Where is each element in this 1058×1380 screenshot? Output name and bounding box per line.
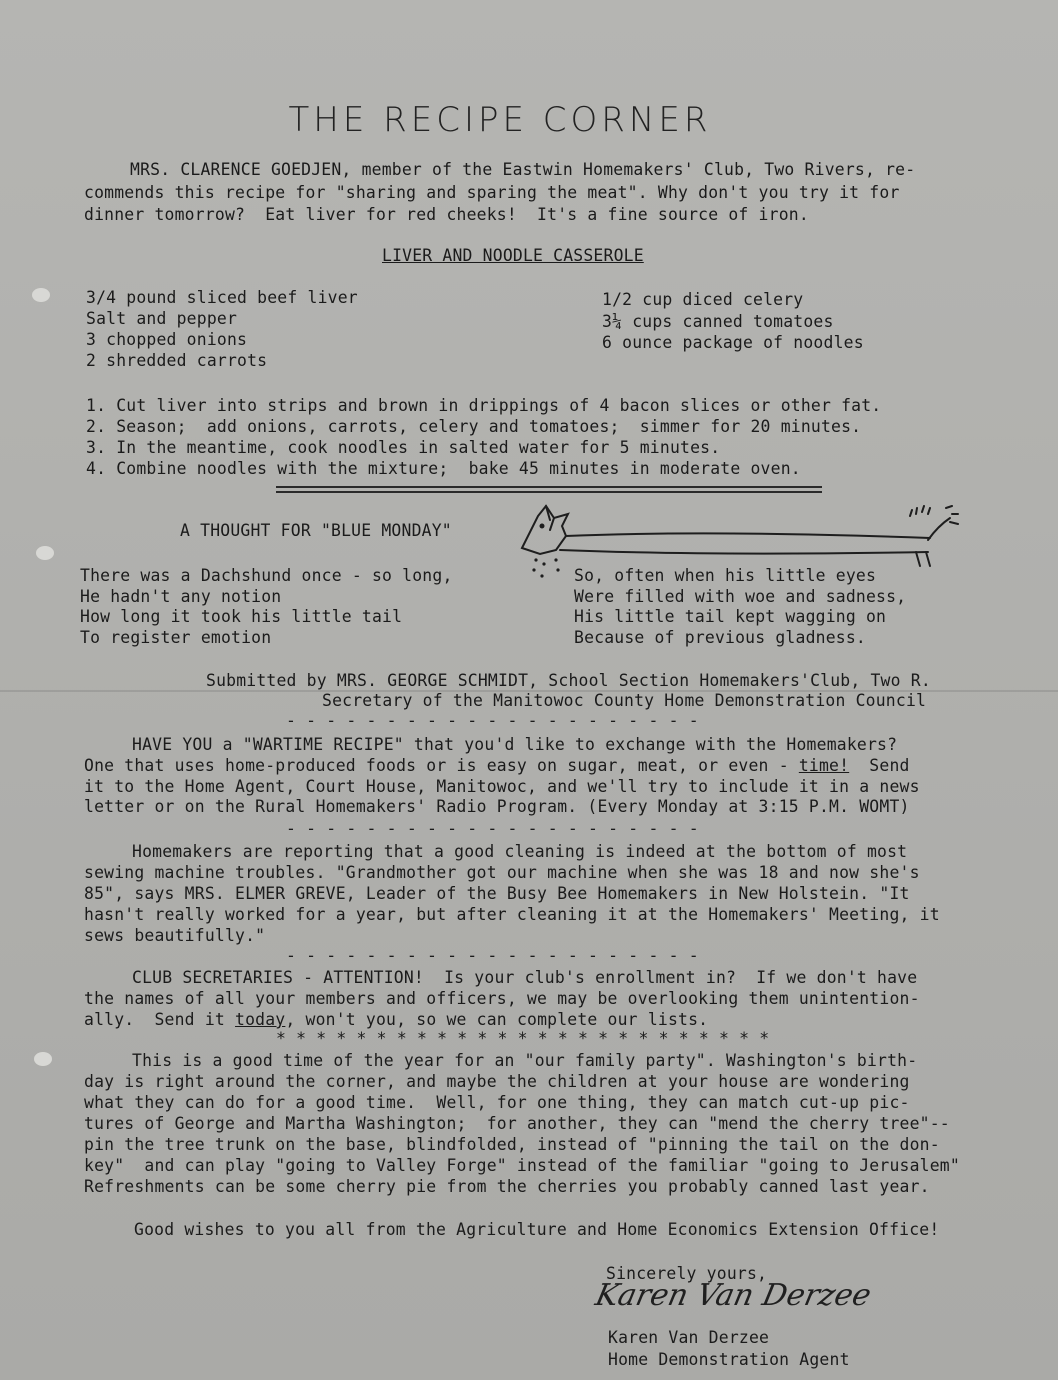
ingredient: 2 shredded carrots	[86, 351, 268, 370]
cleaning-line: Homemakers are reporting that a good cleaning is indeed at the bottom of most	[132, 842, 908, 861]
poem-line: Because of previous gladness.	[574, 628, 866, 647]
dash-separator: - - - - - - - - - - - - - - - - - - - - -	[286, 819, 699, 838]
wartime-line: One that uses home-produced foods or is easy on sugar, meat, or even - time! Send	[84, 756, 910, 775]
ingredient: 3 chopped onions	[86, 330, 248, 349]
poem-line: He hadn't any notion	[80, 587, 282, 606]
recipe-step: 1. Cut liver into strips and brown in drippings of 4 bacon slices or other fat.	[86, 396, 882, 415]
poem-line: How long it took his little tail	[80, 607, 403, 626]
ingredient: 3¼ cups canned tomatoes	[602, 312, 834, 331]
secretaries-line: the names of all your members and officers, we may be overlooking them unintention-	[84, 989, 920, 1008]
double-rule	[276, 491, 822, 493]
party-line: what they can do for a good time. Well, for one thing, they can match cut-up pic-	[84, 1093, 910, 1112]
intro-line: commends this recipe for "sharing and sparing the meat". Why don't you try it for	[84, 183, 900, 202]
intro-line: dinner tomorrow? Eat liver for red cheeks! It's a fine source of iron.	[84, 205, 809, 224]
intro-line: MRS. CLARENCE GOEDJEN, member of the Eastwin Homemakers' Club, Two Rivers, re-	[130, 160, 916, 179]
good-wishes: Good wishes to you all from the Agriculture and Home Economics Extension Office!	[134, 1220, 940, 1239]
cleaning-line: 85", says MRS. ELMER GREVE, Leader of the Busy Bee Homemakers in New Holstein. "It	[84, 884, 910, 903]
dash-separator: - - - - - - - - - - - - - - - - - - - - -	[286, 946, 699, 965]
dash-separator: - - - - - - - - - - - - - - - - - - - - -	[286, 711, 699, 730]
signature: Karen Van Derzee	[592, 1278, 875, 1313]
ingredient: 6 ounce package of noodles	[602, 333, 864, 352]
party-line: tures of George and Martha Washington; for another, they can "mend the cherry tree"--	[84, 1114, 950, 1133]
party-line: This is a good time of the year for an "our family party". Washington's birth-	[132, 1051, 918, 1070]
poem-title: A THOUGHT FOR "BLUE MONDAY"	[180, 521, 452, 540]
party-line: Refreshments can be some cherry pie from the cherries you probably canned last year.	[84, 1177, 930, 1196]
star-separator: * * * * * * * * * * * * * * * * * * * * * * * * *	[276, 1029, 770, 1048]
recipe-step: 2. Season; add onions, carrots, celery and tomatoes; simmer for 20 minutes.	[86, 417, 862, 436]
submitted-line: Submitted by MRS. GEORGE SCHMIDT, School Section Homemakers'Club, Two R.	[206, 671, 931, 690]
party-line: pin the tree trunk on the base, blindfolded, instead of "pinning the tail on the don-	[84, 1135, 940, 1154]
poem-line: His little tail kept wagging on	[574, 607, 887, 626]
wartime-line: HAVE YOU a "WARTIME RECIPE" that you'd like to exchange with the Homemakers?	[132, 735, 898, 754]
poem-line: To register emotion	[80, 628, 272, 647]
wartime-line: it to the Home Agent, Court House, Manitowoc, and we'll try to include it in a news	[84, 777, 920, 796]
page-title: THE RECIPE CORNER	[288, 100, 712, 140]
secretaries-line: CLUB SECRETARIES - ATTENTION! Is your club's enrollment in? If we don't have	[132, 968, 918, 987]
closing: Sincerely yours,	[606, 1264, 768, 1283]
recipe-step: 3. In the meantime, cook noodles in salted water for 5 minutes.	[86, 438, 721, 457]
recipe-title: LIVER AND NOODLE CASSEROLE	[382, 246, 644, 265]
cleaning-line: sewing machine troubles. "Grandmother got our machine when she was 18 and now she's	[84, 863, 920, 882]
party-line: key" and can play "going to Valley Forge" instead of the familiar "going to Jerusalem"	[84, 1156, 960, 1175]
party-line: day is right around the corner, and maybe the children at your house are wondering	[84, 1072, 910, 1091]
punch-hole	[36, 546, 54, 560]
ingredient: Salt and pepper	[86, 309, 238, 328]
punch-hole	[32, 288, 50, 302]
ingredient: 3/4 pound sliced beef liver	[86, 288, 358, 307]
ingredient: 1/2 cup diced celery	[602, 290, 804, 309]
cleaning-line: sews beautifully."	[84, 926, 266, 945]
signer-title: Home Demonstration Agent	[608, 1350, 850, 1369]
signer-name: Karen Van Derzee	[608, 1328, 770, 1347]
recipe-step: 4. Combine noodles with the mixture; bake 45 minutes in moderate oven.	[86, 459, 801, 478]
secretaries-line: ally. Send it today, won't you, so we can complete our lists.	[84, 1010, 709, 1029]
double-rule	[276, 486, 822, 488]
poem-line: There was a Dachshund once - so long,	[80, 566, 453, 585]
punch-hole	[34, 1052, 52, 1066]
poem-line: So, often when his little eyes	[574, 566, 877, 585]
submitted-line: Secretary of the Manitowoc County Home Demonstration Council	[322, 691, 927, 710]
cleaning-line: hasn't really worked for a year, but after cleaning it at the Homemakers' Meeting, it	[84, 905, 940, 924]
poem-line: Were filled with woe and sadness,	[574, 587, 907, 606]
wartime-line: letter or on the Rural Homemakers' Radio Program. (Every Monday at 3:15 P.M. WOMT)	[84, 797, 910, 816]
